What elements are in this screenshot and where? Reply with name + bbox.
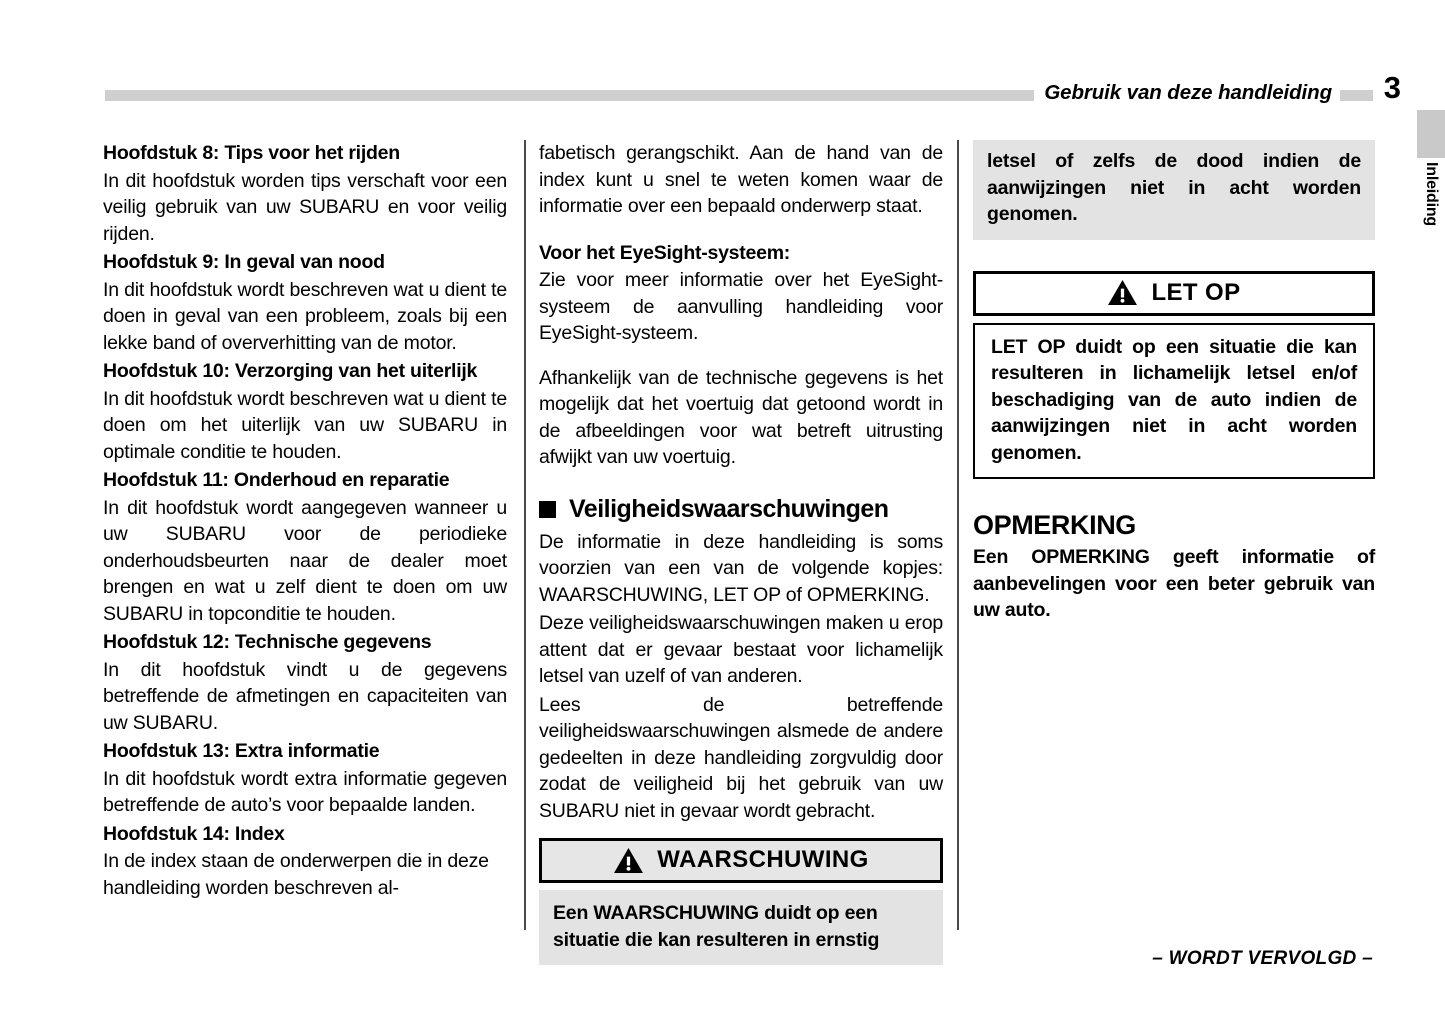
chapter-heading-11: Hoofdstuk 11: Onderhoud en reparatie <box>103 469 450 491</box>
warning-triangle-icon <box>1107 279 1138 306</box>
caution-box-title: LET OP <box>1151 278 1241 306</box>
chapter-heading-8: Hoofdstuk 8: Tips voor het rijden <box>103 142 400 164</box>
safety-paragraph-3: Lees de betreffende veiligheidswaarschuwingen alsmede de andere gedeelten in deze handleiding zorgvuldig door zodat de veiligheid bij het gebruik van uw SUBARU niet in gevaar wordt gebracht. <box>539 693 943 822</box>
warning-box-header <box>539 838 943 883</box>
eyesight-text: Zie voor meer informatie over het EyeSight-systeem de aanvulling handleiding voor EyeSight-systeem. <box>539 269 943 344</box>
eyesight-heading: Voor het EyeSight-systeem: <box>539 241 791 264</box>
side-tab-marker <box>1417 110 1445 158</box>
column-middle <box>539 140 943 965</box>
chapter-text-10: In dit hoofdstuk wordt beschreven wat u dient te doen om het uiterlijk van uw SUBARU in optimale conditie te houden. <box>103 387 507 463</box>
chapter-text-12: In dit hoofdstuk vindt u de gegevens betreffende de afmetingen en capaciteiten van uw SUBARU. <box>103 658 507 734</box>
page-title: Gebruik van deze handleiding <box>1034 80 1340 106</box>
column-divider-left <box>524 140 526 930</box>
safety-paragraph-1: De informatie in deze handleiding is soms voorzien van een van de volgende kopjes: WAARSCHUWING, LET OP of OPMERKING. <box>539 530 943 606</box>
chapter-heading-14: Hoofdstuk 14: Index <box>103 822 285 845</box>
chapter-text-13: In dit hoofdstuk wordt extra informatie gegeven betreffende de auto’s voor bepaalde landen. <box>103 767 507 816</box>
warning-continued-body <box>973 140 1375 240</box>
specs-note-text: Afhankelijk van de technische gegevens is het mogelijk dat het voertuig dat getoond wordt in de afbeeldingen voor wat betreft uitrusting afwijkt van uw voertuig. <box>539 366 943 468</box>
chapter-heading-9: Hoofdstuk 9: In geval van nood <box>103 251 385 273</box>
warning-box-body <box>539 890 943 965</box>
warning-box-text: Een WAARSCHUWING duidt op een situatie die kan resulteren in ernstig <box>553 902 880 951</box>
warning-continued-text: letsel of zelfs de dood indien de aanwijzingen niet in acht worden genomen. <box>987 150 1361 225</box>
caution-box-text: LET OP duidt op een situatie die kan resulteren in lichamelijk letsel en/of beschadiging van de auto indien de aanwijzingen niet in acht worden genomen. <box>991 335 1357 464</box>
note-text: Een OPMERKING geeft informatie of aanbevelingen voor een beter gebruik van uw auto. <box>973 546 1375 621</box>
chapter-heading-13: Hoofdstuk 13: Extra informatie <box>103 740 380 762</box>
safety-warnings-section-heading <box>539 493 943 525</box>
caution-box-header <box>973 271 1375 316</box>
column-left <box>103 140 507 903</box>
note-heading: OPMERKING <box>973 510 1136 540</box>
chapter-heading-10: Hoofdstuk 10: Verzorging van het uiterlijk <box>103 360 478 382</box>
chapter-text-8: In dit hoofdstuk worden tips verschaft voor een veilig gebruik van uw SUBARU en voor veilig rijden. <box>103 169 507 245</box>
column-right <box>973 140 1375 624</box>
column-divider-right <box>957 140 959 930</box>
index-continued-text: fabetisch gerangschikt. Aan de hand van de index kunt u snel te weten komen waar de informatie over een bepaald onderwerp staat. <box>539 142 943 217</box>
page-header <box>0 70 1445 118</box>
footer-continued-label: – WORDT VERVOLGD – <box>1152 948 1373 969</box>
safety-paragraph-2: Deze veiligheidswaarschuwingen maken u erop attent dat er gevaar bestaat voor lichamelijk letsel van uzelf of van anderen. <box>539 612 943 687</box>
side-tab-label: Inleiding <box>1423 162 1440 226</box>
caution-box-body <box>973 323 1375 480</box>
chapter-text-11: In dit hoofdstuk wordt aangegeven wanneer u uw SUBARU voor de periodieke onderhoudsbeurten naar de dealer moet brengen en wat u zelf dient te doen om uw SUBARU in topconditie te houden. <box>103 496 507 625</box>
safety-warnings-heading-label: Veiligheidswaarschuwingen <box>569 494 889 523</box>
chapter-text-14: In de index staan de onderwerpen die in deze handleiding worden beschreven al- <box>103 850 489 899</box>
square-bullet-icon <box>539 501 556 518</box>
chapter-heading-12: Hoofdstuk 12: Technische gegevens <box>103 631 432 653</box>
chapter-text-9: In dit hoofdstuk wordt beschreven wat u dient te doen in geval van een probleem, zoals bij een lekke band of oververhitting van de motor. <box>103 278 507 354</box>
warning-triangle-icon <box>613 847 644 874</box>
page-number: 3 <box>1383 70 1401 105</box>
warning-box-title: WAARSCHUWING <box>657 846 869 873</box>
